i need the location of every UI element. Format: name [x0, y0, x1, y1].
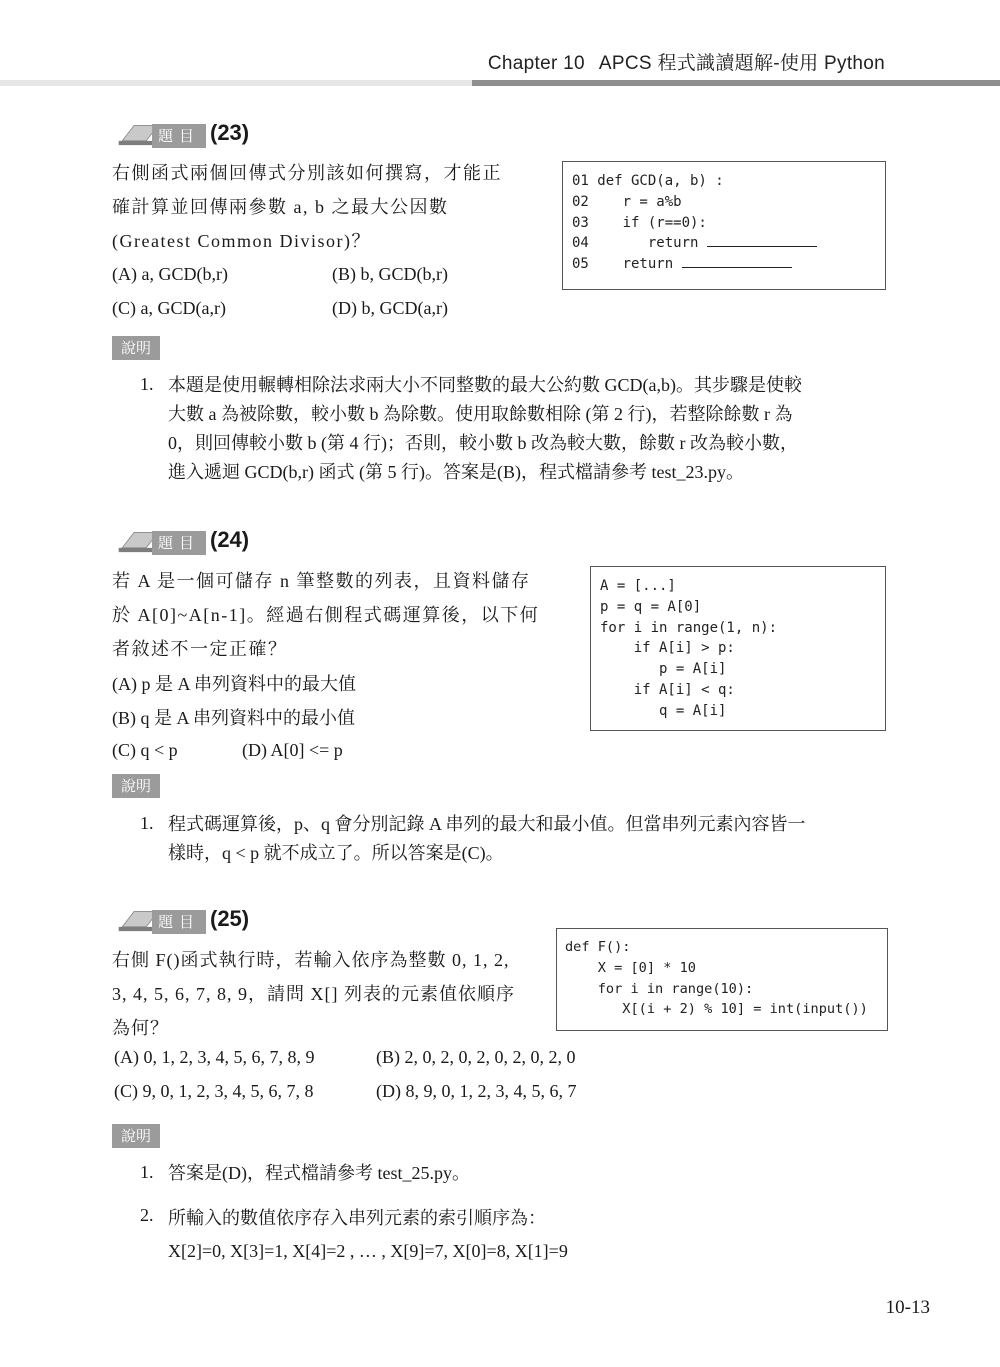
explanation-label: 說明 [112, 1124, 160, 1148]
option-c: (C) q < p [112, 740, 178, 760]
option-b: (B) b, GCD(b,r) [332, 264, 448, 284]
option-d: (D) b, GCD(a,r) [332, 298, 448, 318]
code-line: for i in range(10): [565, 980, 754, 997]
text-line: 3, 4, 5, 6, 7, 8, 9，請問 X[] 列表的元素值依順序 [112, 984, 515, 1004]
text-line: 若 A 是一個可儲存 n 筆整數的列表，且資料儲存 [112, 571, 531, 591]
question-heading [112, 527, 412, 557]
explanation-text [168, 371, 802, 487]
text-line: 程式碼運算後，p、q 會分別記錄 A 串列的最大和最小值。但當串列元素內容皆一 [168, 814, 806, 834]
text-line: X[2]=0, X[3]=1, X[4]=2 , … , X[9]=7, X[0]=8, X[1]=9 [168, 1241, 568, 1261]
code-line: 02 r = a%b [572, 193, 682, 210]
code-text: 04 return [572, 235, 707, 252]
question-text [112, 156, 502, 258]
page-number: 10-13 [885, 1297, 930, 1318]
option-d: (D) A[0] <= p [242, 740, 343, 760]
question-text [112, 943, 515, 1045]
text-line: 右側函式兩個回傳式分別該如何撰寫，才能正 [112, 163, 502, 183]
code-line: def F(): [565, 939, 631, 955]
code-line: 01 def GCD(a, b) : [572, 173, 724, 189]
code-block [556, 928, 888, 1031]
option-b: (B) 2, 0, 2, 0, 2, 0, 2, 0, 2, 0 [376, 1047, 576, 1067]
text-line: 為何？ [112, 1018, 169, 1038]
explanation-number: 1. [140, 374, 154, 394]
explanation-label: 說明 [112, 336, 160, 360]
code-line: if A[i] > p: [600, 640, 735, 657]
header-rule-dark [472, 80, 1000, 86]
text-line: (Greatest Common Divisor)？ [112, 231, 371, 251]
explanation-text [168, 810, 806, 868]
text-line: 確計算並回傳兩參數 a, b 之最大公因數 [112, 197, 449, 217]
text-line: 本題是使用輾轉相除法求兩大小不同整數的最大公約數 GCD(a,b)。其步驟是使較 [168, 375, 802, 395]
text-line: 所輸入的數值依序存入串列元素的索引順序為： [168, 1208, 546, 1228]
code-line: q = A[i] [600, 702, 727, 719]
question-heading [112, 120, 412, 150]
answer-blank [707, 233, 817, 247]
text-line: 進入遞迴 GCD(b,r) 函式 (第 5 行)。答案是(B)，程式檔請參考 test_23.py。 [168, 462, 744, 482]
answer-blank [682, 254, 792, 268]
running-header [488, 48, 885, 75]
option-a: (A) p 是 A 串列資料中的最大值 [112, 674, 356, 694]
code-line: X = [0] * 10 [565, 959, 696, 976]
text-line: 大數 a 為被除數，較小數 b 為除數。使用取餘數相除 (第 2 行)，若整除餘數 r 為 [168, 404, 793, 424]
explanation-number: 1. [140, 813, 154, 833]
question-badge: 題目 [152, 910, 206, 934]
explanation-text: 答案是(D)，程式檔請參考 test_25.py。 [168, 1163, 470, 1183]
code-block [562, 161, 886, 290]
option-a: (A) a, GCD(b,r) [112, 264, 228, 284]
code-line [572, 254, 885, 275]
question-badge: 題目 [152, 531, 206, 555]
option-d: (D) 8, 9, 0, 1, 2, 3, 4, 5, 6, 7 [376, 1081, 577, 1101]
code-line: A = [...] [600, 578, 676, 594]
question-number: (25) [210, 906, 250, 931]
text-line: 者敘述不一定正確？ [112, 639, 288, 659]
text-line: 樣時，q < p 就不成立了。所以答案是(C)。 [168, 843, 504, 863]
text-line: 0，則回傳較小數 b (第 4 行)；否則，較小數 b 改為較大數，餘數 r 改為較小數， [168, 433, 798, 453]
option-a: (A) 0, 1, 2, 3, 4, 5, 6, 7, 8, 9 [114, 1047, 315, 1067]
code-line: for i in range(1, n): [600, 619, 778, 636]
explanation-number: 1. [140, 1162, 154, 1182]
question-heading [112, 906, 412, 936]
code-line: if A[i] < q: [600, 681, 735, 698]
code-line: X[(i + 2) % 10] = int(input()) [565, 1001, 868, 1018]
question-badge: 題目 [152, 124, 206, 148]
code-line: p = A[i] [600, 661, 727, 678]
chapter-title: APCS 程式識讀題解-使用 Python [598, 53, 885, 74]
option-b: (B) q 是 A 串列資料中的最小值 [112, 708, 355, 728]
explanation-number: 2. [140, 1205, 154, 1225]
question-number: (24) [210, 527, 250, 552]
code-line: p = q = A[0] [600, 598, 702, 615]
explanation-text [168, 1202, 568, 1268]
code-block [590, 566, 886, 731]
code-line [572, 233, 885, 254]
explanation-label: 說明 [112, 774, 160, 798]
option-c: (C) a, GCD(a,r) [112, 298, 226, 318]
text-line: 於 A[0]~A[n-1]。經過右側程式碼運算後，以下何 [112, 605, 540, 625]
option-c: (C) 9, 0, 1, 2, 3, 4, 5, 6, 7, 8 [114, 1081, 314, 1101]
code-line: 03 if (r==0): [572, 214, 707, 231]
code-text: 05 return [572, 256, 682, 273]
question-number: (23) [210, 120, 250, 145]
text-line: 右側 F()函式執行時，若輸入依序為整數 0, 1, 2, [112, 950, 510, 970]
chapter-label: Chapter 10 [487, 53, 585, 74]
question-text [112, 564, 539, 666]
